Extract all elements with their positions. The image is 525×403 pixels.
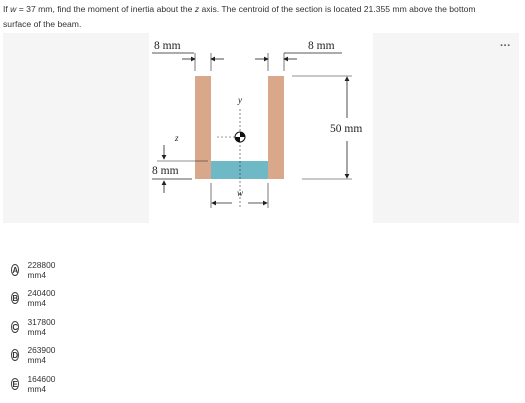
question-line-2: surface of the beam.	[3, 19, 82, 29]
question-suffix: axis. The centroid of the section is located 21.355 mm above the bottom	[199, 4, 476, 14]
question-prefix: If	[3, 4, 11, 14]
option-e[interactable]	[11, 374, 59, 394]
option-c-text: 317800 mm4	[27, 317, 56, 337]
dim-top-left-label: 8 mm	[154, 40, 181, 52]
question-variable: w	[10, 4, 17, 14]
beam-cross-section-figure	[152, 33, 370, 223]
option-e-letter: E	[12, 379, 18, 389]
label-y: y	[238, 95, 242, 105]
option-b-text: 240400 mm4	[27, 288, 56, 308]
option-d-text: 263900 mm4	[27, 345, 56, 365]
option-b-letter: B	[12, 293, 19, 303]
question-text	[3, 2, 503, 32]
figure-panel	[3, 33, 519, 223]
option-d-letter: D	[12, 350, 19, 360]
option-e-text: 164600 mm4	[27, 374, 56, 394]
dim-bottom-thickness-label: 8 mm	[152, 165, 179, 177]
option-a-letter: A	[12, 265, 19, 275]
centroid-fill-1	[240, 132, 245, 137]
more-options-icon[interactable]: ...	[500, 37, 511, 49]
panel-left-background	[3, 33, 149, 223]
dim-top-right-label: 8 mm	[308, 40, 335, 52]
left-flange	[195, 76, 211, 179]
right-flange	[268, 76, 284, 179]
option-a-text: 228800 mm4	[27, 260, 56, 280]
option-c[interactable]	[11, 317, 59, 337]
figure-container	[152, 33, 370, 223]
bottom-web	[211, 161, 268, 179]
option-d[interactable]	[11, 345, 59, 365]
option-c-letter: C	[12, 322, 19, 332]
option-a[interactable]	[11, 260, 59, 280]
label-z: z	[175, 133, 179, 143]
panel-right-background	[373, 33, 519, 223]
question-middle: = 37 mm, find the moment of inertia about the	[16, 4, 195, 14]
option-b[interactable]	[11, 288, 59, 308]
question-axis: z	[194, 4, 200, 14]
question-line-1	[3, 2, 503, 17]
label-w: w	[237, 188, 244, 198]
centroid-fill-2	[235, 137, 240, 142]
dim-height-label: 50 mm	[330, 123, 363, 135]
